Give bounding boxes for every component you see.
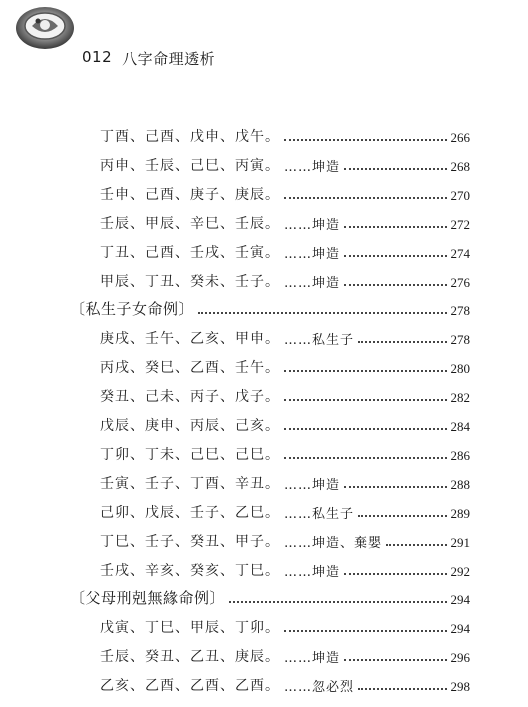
leader-dots [358,514,446,517]
entry-text: 壬辰、癸丑、乙丑、庚辰。 [100,649,280,666]
entry-page-number: 278 [450,332,470,348]
toc-entry [100,529,470,551]
leader-dots [284,629,447,632]
entry-text: 壬寅、壬子、丁酉、辛丑。 [100,475,280,492]
leader-dots [284,398,447,401]
toc-entry [100,355,470,377]
entry-page-number: 272 [450,216,470,232]
entry-text: 丁卯、丁未、己巳、己巳。 [100,446,280,463]
leader-dots [344,485,446,488]
toc-entry [100,471,470,493]
leader-dots [358,340,446,343]
entry-page-number: 288 [450,476,470,492]
entry-text: 丁丑、己酉、壬戌、壬寅。 [100,244,280,261]
publisher-logo [14,4,76,52]
entry-note: ……坤造 [284,564,341,580]
toc-entry [100,153,470,175]
entry-page-number: 276 [450,274,470,290]
entry-page-number: 270 [450,187,470,203]
entry-page-number: 266 [450,130,470,145]
entry-note: ……坤造 [284,275,341,291]
toc-entry [100,269,470,291]
entry-note: ……坤造 [284,477,341,493]
entry-page-number: 292 [450,563,470,579]
entry-page-number: 282 [450,390,470,406]
entry-text: 丙申、壬辰、己巳、丙寅。 [100,157,280,174]
toc-entry [100,673,470,695]
entry-text: 丁酉、己酉、戊申、戊午。 [100,129,280,145]
toc-entry [100,644,470,666]
page-header [82,48,215,69]
toc-entry [100,124,470,146]
page-number: 012 [82,48,113,66]
leader-dots [386,543,446,546]
leader-dots [344,283,446,286]
entry-page-number: 296 [450,650,470,666]
entry-note: ……私生子 [284,333,355,349]
toc-entry [100,500,470,522]
entry-page-number: 280 [450,361,470,377]
entry-note: ……坤造、棄嬰 [284,535,383,551]
entry-note: ……坤造 [284,159,341,175]
book-title: 八字命理透析 [122,50,216,68]
entry-page-number: 286 [450,447,470,463]
leader-dots [344,167,446,170]
entry-page-number: 284 [450,419,470,434]
toc-entry [100,442,470,464]
leader-dots [229,600,446,603]
entry-text: 癸丑、己未、丙子、戊子。 [100,389,280,406]
entry-note: ……忽必烈 [284,680,355,696]
leader-dots [344,658,446,661]
toc-section-heading [70,586,470,608]
leader-dots [344,254,446,257]
leader-dots [344,572,446,575]
entry-text: 甲辰、丁丑、癸未、壬子。 [100,273,280,290]
toc-entry [100,413,470,435]
entry-text: 丙戌、癸巳、乙酉、壬午。 [100,360,280,377]
entry-text: 〔私生子女命例〕 [70,300,195,319]
entry-text: 戊寅、丁巳、甲辰、丁卯。 [100,620,280,637]
entry-page-number: 289 [450,505,470,521]
toc-entry [100,211,470,233]
entry-text: 壬申、己酉、庚子、庚辰。 [100,186,280,203]
entry-text: 〔父母刑剋無緣命例〕 [70,589,226,608]
leader-dots [284,138,447,141]
toc-entry [100,558,470,580]
entry-note: ……私生子 [284,506,355,522]
leader-dots [284,369,447,372]
entry-text: 己卯、戊辰、壬子、乙巳。 [100,504,280,521]
entry-page-number: 268 [450,158,470,174]
toc-entry [100,182,470,204]
entry-page-number: 291 [450,534,470,550]
entry-text: 壬辰、甲辰、辛巳、壬辰。 [100,215,280,232]
entry-note: ……坤造 [284,651,341,667]
entry-text: 壬戌、辛亥、癸亥、丁巳。 [100,562,280,579]
entry-text: 丁巳、壬子、癸丑、甲子。 [100,533,280,550]
leader-dots [358,687,446,690]
entry-page-number: 278 [450,303,470,319]
toc-section-heading [70,297,470,319]
leader-dots [284,456,447,459]
toc-entry [100,615,470,637]
leader-dots [198,311,446,314]
entry-page-number: 274 [450,245,470,261]
entry-page-number: 298 [450,679,470,695]
entry-page-number: 294 [450,621,470,637]
entry-text: 庚戌、壬午、乙亥、甲申。 [100,331,280,348]
entry-note: ……坤造 [284,217,341,233]
entry-page-number: 294 [450,592,470,608]
leader-dots [284,427,447,430]
entry-note: ……坤造 [284,246,341,262]
entry-text: 乙亥、乙酉、乙酉、乙酉。 [100,678,280,695]
leader-dots [284,196,447,199]
toc-entry [100,326,470,348]
leader-dots [344,225,446,228]
entry-text: 戊辰、庚申、丙辰、己亥。 [100,418,280,434]
toc-entry [100,384,470,406]
toc-entry [100,240,470,262]
